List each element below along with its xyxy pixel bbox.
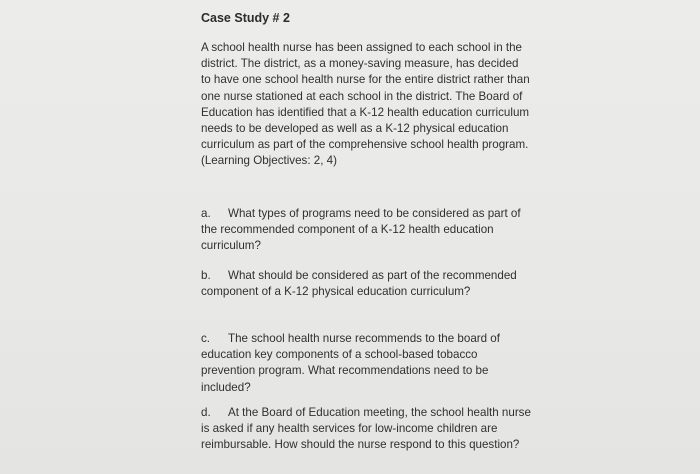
case-study-intro: A school health nurse has been assigned to each school in the district. The district, as a money-saving measure, has decided to have one school health nurse for the entire district rather than one nurse stationed at each school in the district. The Board of Education has identified that a K-12 health education curriculum needs to be developed as well as a K-12 physical education curriculum as part of the comprehensive school health program. (Learning Objectives: 2, 4): [201, 41, 530, 168]
case-study-title: Case Study # 2: [201, 11, 290, 25]
question-a-text: What types of programs need to be considered as part of the recommended component of a K-12 health education curriculum?: [201, 207, 521, 253]
question-d-marker: d.: [201, 406, 211, 419]
question-b-text: What should be considered as part of the recommended component of a K-12 physical education curriculum?: [201, 269, 517, 299]
question-d-text: At the Board of Education meeting, the school health nurse is asked if any health services for low-income children are reimbursable. How should the nurse respond to this question?: [201, 406, 531, 452]
question-a: [201, 206, 531, 255]
question-c-text: The school health nurse recommends to the board of education key components of a school-based tobacco prevention program. What recommendations need to be included?: [201, 332, 500, 394]
question-c: [201, 331, 531, 396]
question-b: [201, 268, 531, 300]
question-d: [201, 405, 531, 454]
question-c-marker: c.: [201, 332, 211, 345]
question-b-marker: b.: [201, 269, 211, 282]
question-a-marker: a.: [201, 207, 211, 220]
